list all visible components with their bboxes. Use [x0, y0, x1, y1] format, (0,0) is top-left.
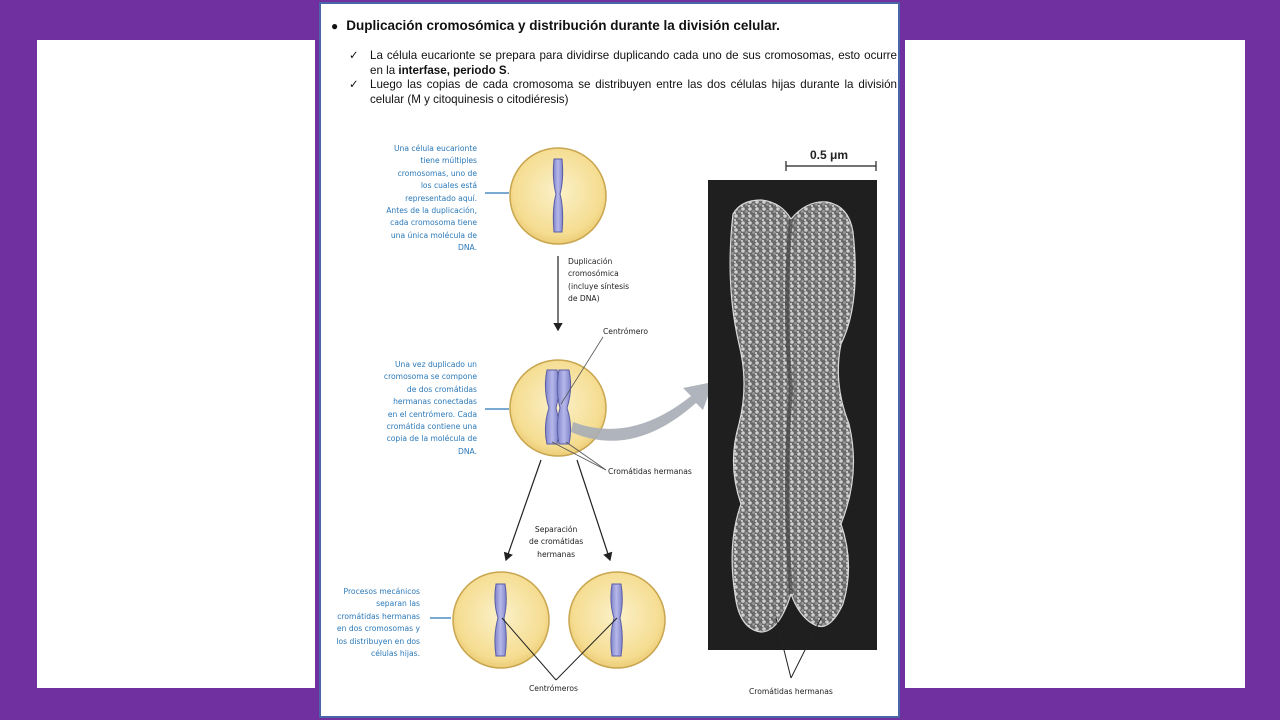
bullet-dot-icon: ●: [331, 19, 339, 33]
note-daughter-cells: Procesos mecánicos separan las cromátidas hermanas en dos cromosomas y los distribuyen en dos células hijas.: [336, 587, 420, 659]
chromosome-micrograph: [708, 180, 877, 650]
daughter-cell-right: [569, 572, 665, 668]
bullet-text: Luego las copias de cada cromosoma se distribuyen entre las dos células hijas durante la división celular (M y citoquinesis o citodiéresis): [370, 78, 897, 106]
micrograph-sister-chromatids-label: Cromátidas hermanas: [749, 687, 833, 696]
left-white-panel: [37, 40, 315, 688]
bullet-text-end: .: [506, 64, 510, 77]
cell-single-chromosome: [510, 148, 606, 244]
slide-title-text: Duplicación cromosómica y distribución durante la división celular.: [346, 18, 780, 33]
right-white-panel: [905, 40, 1245, 688]
slide-content: [319, 2, 900, 718]
scale-bar-label: 0.5 μm: [810, 148, 849, 162]
checkmark-icon: ✓: [349, 78, 359, 91]
centromeres-label: Centrómeros: [529, 684, 578, 693]
step-duplication-label: Duplicación cromosómica (incluye síntesis de DNA): [568, 257, 630, 304]
bullet-text: La célula eucarionte se prepara para dividirse duplicando cada uno de sus cromosomas, esto ocurre en la: [370, 49, 897, 77]
daughter-cell-left: [453, 572, 549, 668]
centromere-label: Centrómero: [603, 327, 649, 336]
sister-chromatids-label: Cromátidas hermanas: [608, 467, 692, 476]
checkmark-icon: ✓: [349, 49, 359, 62]
bullet-bold-text: interfase, periodo S: [398, 64, 507, 77]
note-duplicated-chromosome: Una vez duplicado un cromosoma se compone de dos cromátidas hermanas conectadas en el centrómero. Cada cromátida contiene una copia de la molécula de DNA.: [383, 360, 477, 456]
note-single-chromosome: Una célula eucarionte tiene múltiples cromosomas, uno de los cuales está representado aquí. Antes de la duplicación, cada cromosoma tiene una única molécula de DNA.: [386, 144, 477, 253]
step-separation-label: Separación de cromátidas hermanas: [529, 525, 584, 559]
cell-duplicated-chromosome: [510, 360, 606, 456]
